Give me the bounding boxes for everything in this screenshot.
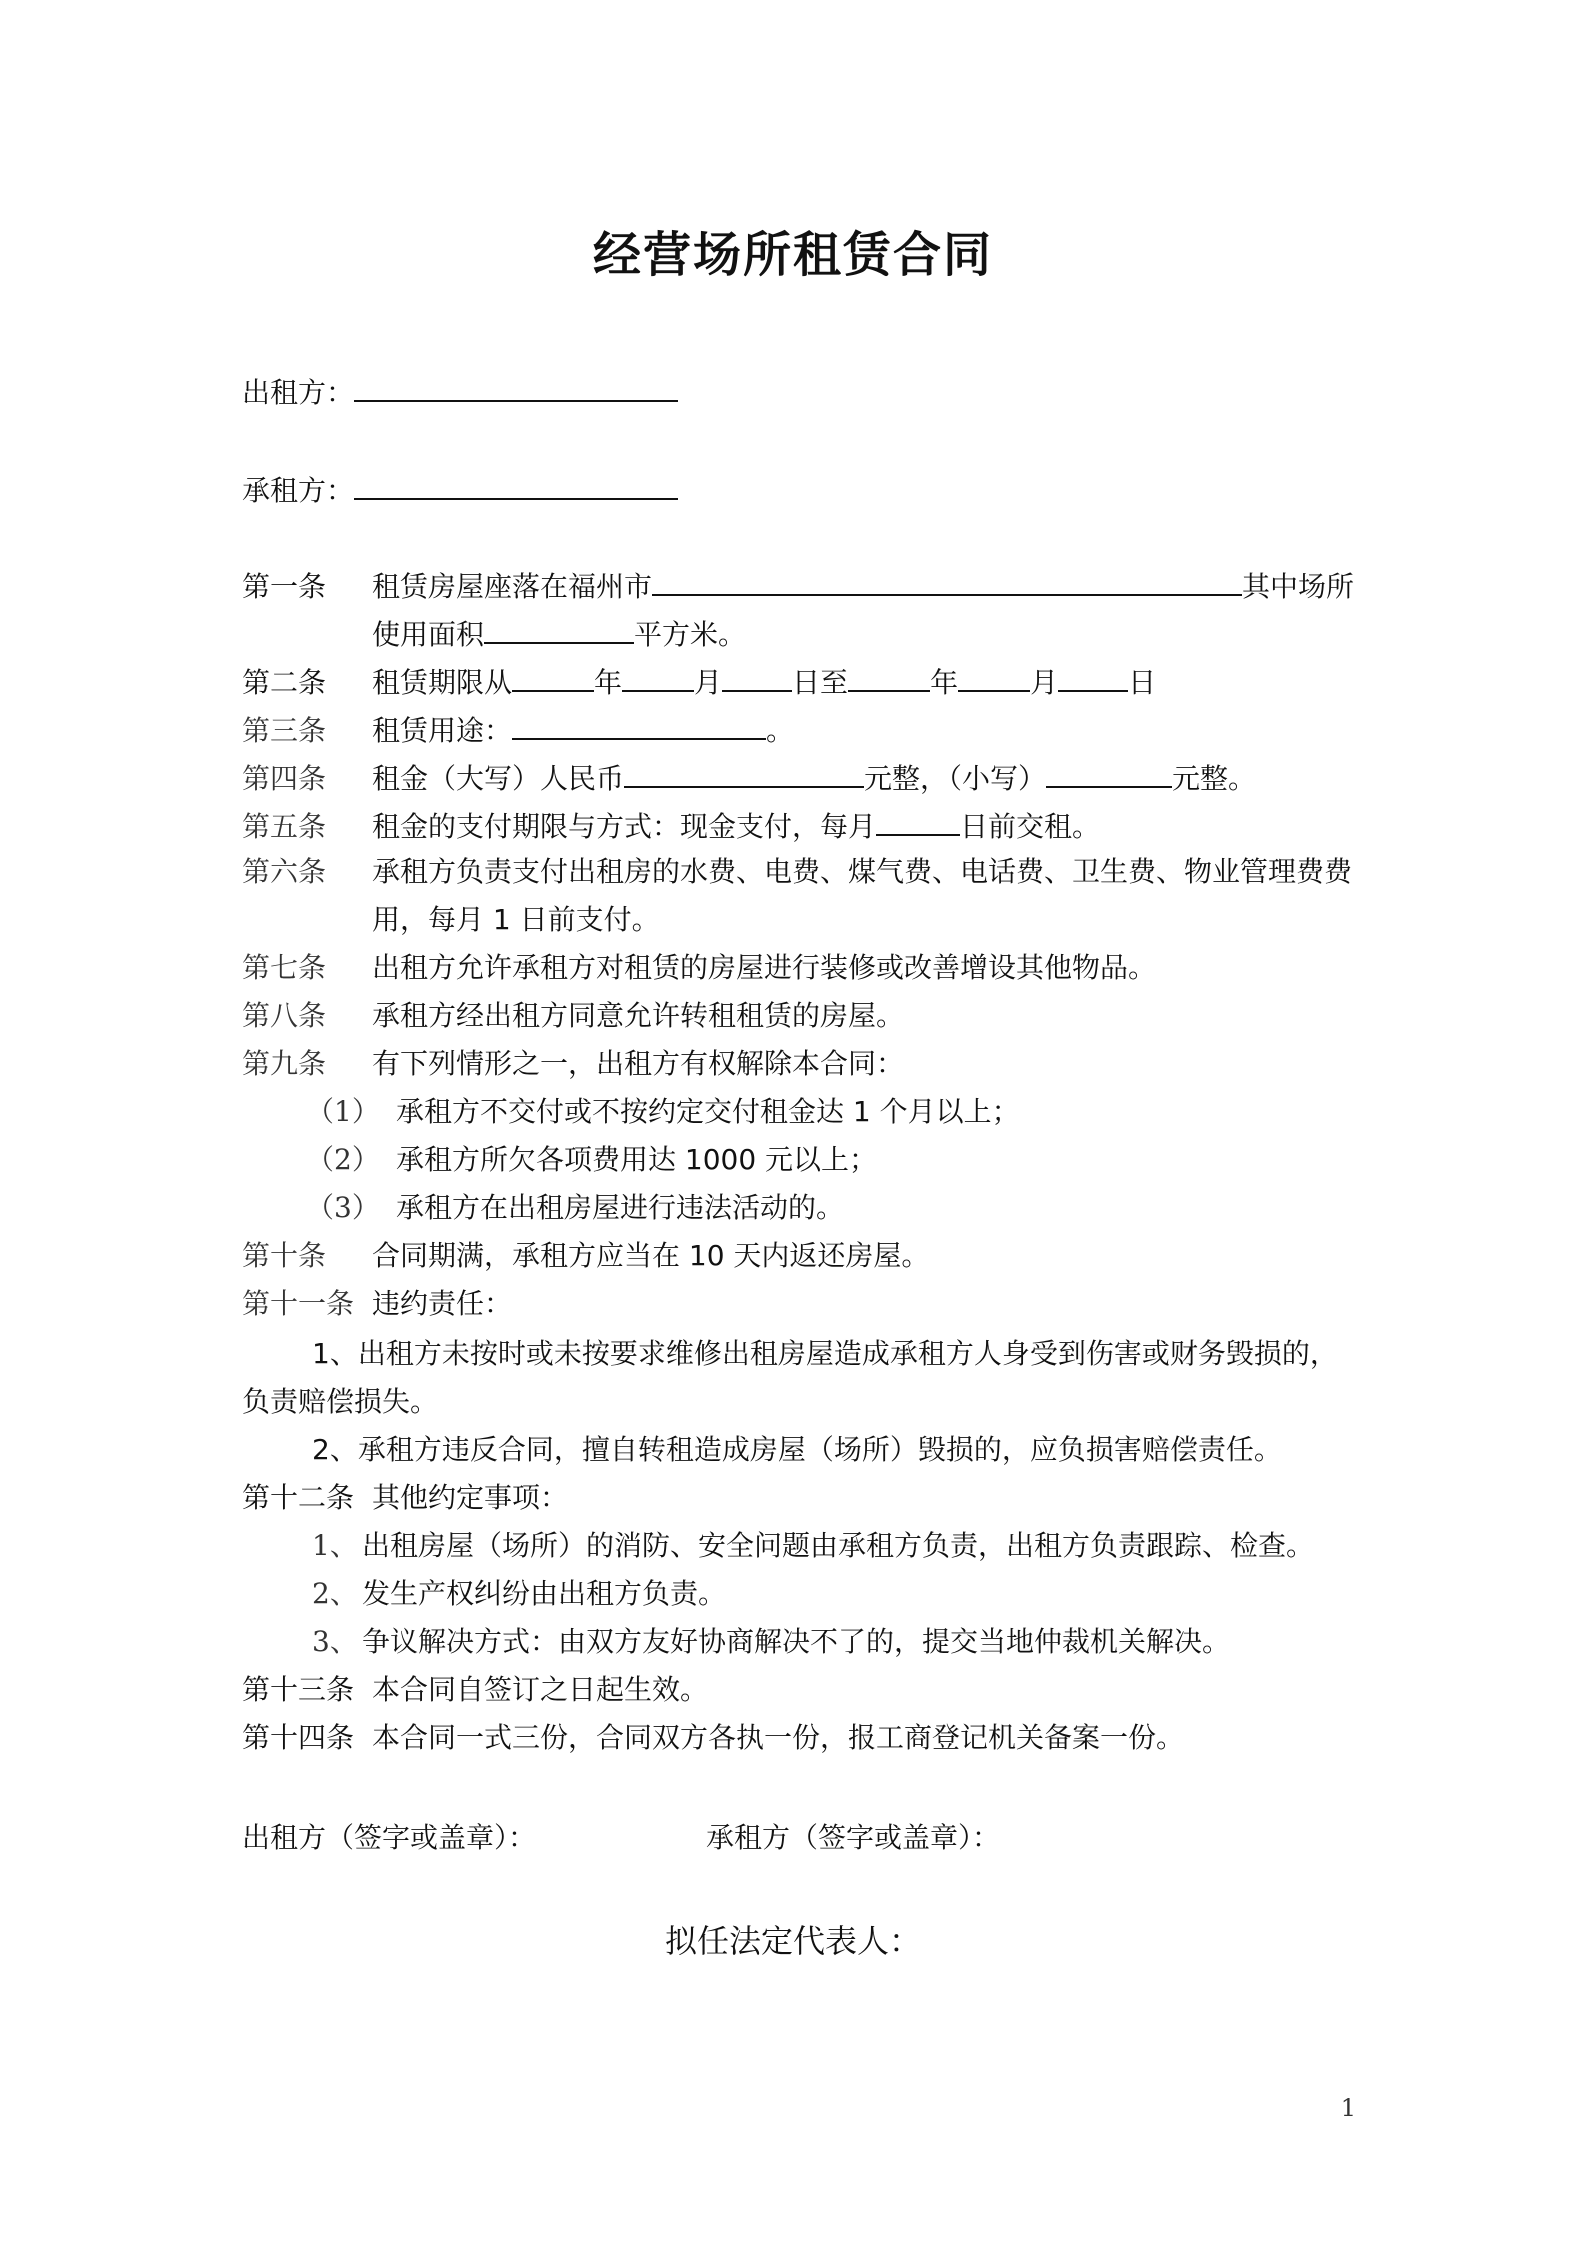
list-item-number: （1）: [306, 1095, 380, 1128]
article-text: 平方米。: [634, 618, 747, 651]
article-text: 合同期满，承租方应当在 10 天内返还房屋。: [372, 1239, 930, 1272]
list-item: [306, 1092, 1020, 1132]
lessee-signature-label: 承租方（签字或盖章）：: [706, 1821, 1001, 1854]
list-item-number: （3）: [306, 1191, 380, 1224]
article-text: 日至: [792, 666, 849, 699]
list-item-text: 承租方不交付或不按约定交付租金达 1 个月以上；: [396, 1095, 1020, 1128]
article-6: [242, 852, 1352, 892]
list-item: [306, 1140, 877, 1180]
article-text: 租金的支付期限与方式：现金支付，每月: [372, 810, 877, 843]
lessor-blank[interactable]: [354, 370, 678, 402]
article-number: 第十条: [242, 1239, 327, 1272]
list-item-text: 承租方在出租房屋进行违法活动的。: [396, 1191, 845, 1224]
start-month-blank[interactable]: [622, 660, 694, 692]
article-11-para-2: 2、承租方违反合同，擅自转租造成房屋（场所）毁损的，应负损害赔偿责任。: [312, 1433, 1282, 1466]
article-number: 第九条: [242, 1047, 327, 1080]
list-item-text: 争议解决方式：由双方友好协商解决不了的，提交当地仲裁机关解决。: [362, 1625, 1231, 1658]
article-number: 第一条: [242, 570, 327, 603]
purpose-blank[interactable]: [512, 708, 766, 740]
start-year-blank[interactable]: [512, 660, 594, 692]
article-text: 。: [766, 714, 795, 747]
article-text: 承租方负责支付出租房的水费、电费、煤气费、电话费、卫生费、物业管理费费: [372, 855, 1353, 888]
article-5: [242, 804, 1100, 847]
article-text: 元整，（小写）: [864, 762, 1047, 795]
article-text: 月: [694, 666, 723, 699]
lessee-blank[interactable]: [354, 468, 678, 500]
article-11-para-1-cont: 负责赔偿损失。: [242, 1385, 439, 1418]
list-item: [312, 1526, 1314, 1566]
lessor-field: [242, 370, 678, 413]
legal-representative-label: 拟任法定代表人：: [664, 1922, 921, 1960]
article-text: 本合同自签订之日起生效。: [372, 1673, 709, 1706]
article-number: 第十一条: [242, 1287, 355, 1320]
article-9: [242, 1044, 904, 1084]
list-item-text: 出租房屋（场所）的消防、安全问题由承租方负责，出租方负责跟踪、检查。: [362, 1529, 1315, 1562]
article-10: [242, 1236, 929, 1276]
article-number: 第八条: [242, 999, 327, 1032]
article-number: 第七条: [242, 951, 327, 984]
article-number: 第十三条: [242, 1673, 355, 1706]
article-number: 第十二条: [242, 1481, 355, 1514]
rent-upper-blank[interactable]: [624, 756, 864, 788]
article-3: [242, 708, 794, 751]
list-item: [306, 1188, 844, 1228]
article-text: 元整。: [1172, 762, 1257, 795]
article-6-cont: 用，每月 1 日前支付。: [372, 903, 660, 936]
article-1-cont: [372, 612, 746, 655]
article-2: [242, 660, 1156, 703]
lessor-label: 出租方：: [242, 376, 355, 409]
list-item-number: （2）: [306, 1143, 380, 1176]
start-day-blank[interactable]: [722, 660, 792, 692]
article-text: 租赁房屋座落在福州市: [372, 570, 653, 603]
list-item-number: 1、: [312, 1529, 358, 1562]
article-text: 租赁用途：: [372, 714, 513, 747]
article-text: 月: [1030, 666, 1059, 699]
article-text: 承租方经出租方同意允许转租租赁的房屋。: [372, 999, 905, 1032]
article-text: 其中场所: [1242, 570, 1355, 603]
article-number: 第三条: [242, 714, 327, 747]
location-blank[interactable]: [652, 564, 1242, 596]
lessor-signature-label: 出租方（签字或盖章）：: [242, 1821, 537, 1854]
article-14: [242, 1718, 1184, 1758]
lessee-label: 承租方：: [242, 474, 355, 507]
article-text: 日: [1128, 666, 1157, 699]
page-number: 1: [1340, 2094, 1356, 2122]
article-number: 第十四条: [242, 1721, 355, 1754]
article-7: [242, 948, 1156, 988]
list-item-text: 发生产权纠纷由出租方负责。: [362, 1577, 727, 1610]
list-item-number: 3、: [312, 1625, 358, 1658]
article-11: [242, 1284, 512, 1324]
article-text: 租赁期限从: [372, 666, 513, 699]
article-text: 本合同一式三份，合同双方各执一份，报工商登记机关备案一份。: [372, 1721, 1185, 1754]
rent-lower-blank[interactable]: [1046, 756, 1172, 788]
article-text: 租金（大写）人民币: [372, 762, 625, 795]
list-item-text: 承租方所欠各项费用达 1000 元以上；: [396, 1143, 878, 1176]
list-item-number: 2、: [312, 1577, 358, 1610]
end-year-blank[interactable]: [848, 660, 930, 692]
end-month-blank[interactable]: [958, 660, 1030, 692]
article-text: 出租方允许承租方对租赁的房屋进行装修或改善增设其他物品。: [372, 951, 1157, 984]
document-title: 经营场所租赁合同: [592, 227, 993, 283]
list-item: [312, 1622, 1230, 1662]
article-1: [242, 564, 1354, 607]
article-13: [242, 1670, 708, 1710]
article-number: 第五条: [242, 810, 327, 843]
article-text: 有下列情形之一，出租方有权解除本合同：: [372, 1047, 905, 1080]
lessee-field: [242, 468, 678, 511]
article-number: 第二条: [242, 666, 327, 699]
area-blank[interactable]: [484, 612, 634, 644]
article-text: 其他约定事项：: [372, 1481, 569, 1514]
article-number: 第四条: [242, 762, 327, 795]
article-text: 年: [930, 666, 959, 699]
article-12: [242, 1478, 568, 1518]
article-text: 违约责任：: [372, 1287, 513, 1320]
article-8: [242, 996, 904, 1036]
end-day-blank[interactable]: [1058, 660, 1128, 692]
article-text: 日前交租。: [960, 810, 1101, 843]
article-4: [242, 756, 1256, 799]
list-item: [312, 1574, 726, 1614]
article-text: 使用面积: [372, 618, 485, 651]
pay-day-blank[interactable]: [876, 804, 960, 836]
article-11-para-1: 1、出租方未按时或未按要求维修出租房屋造成承租方人身受到伤害或财务毁损的，: [312, 1337, 1338, 1370]
article-number: 第六条: [242, 855, 327, 888]
article-text: 年: [594, 666, 623, 699]
